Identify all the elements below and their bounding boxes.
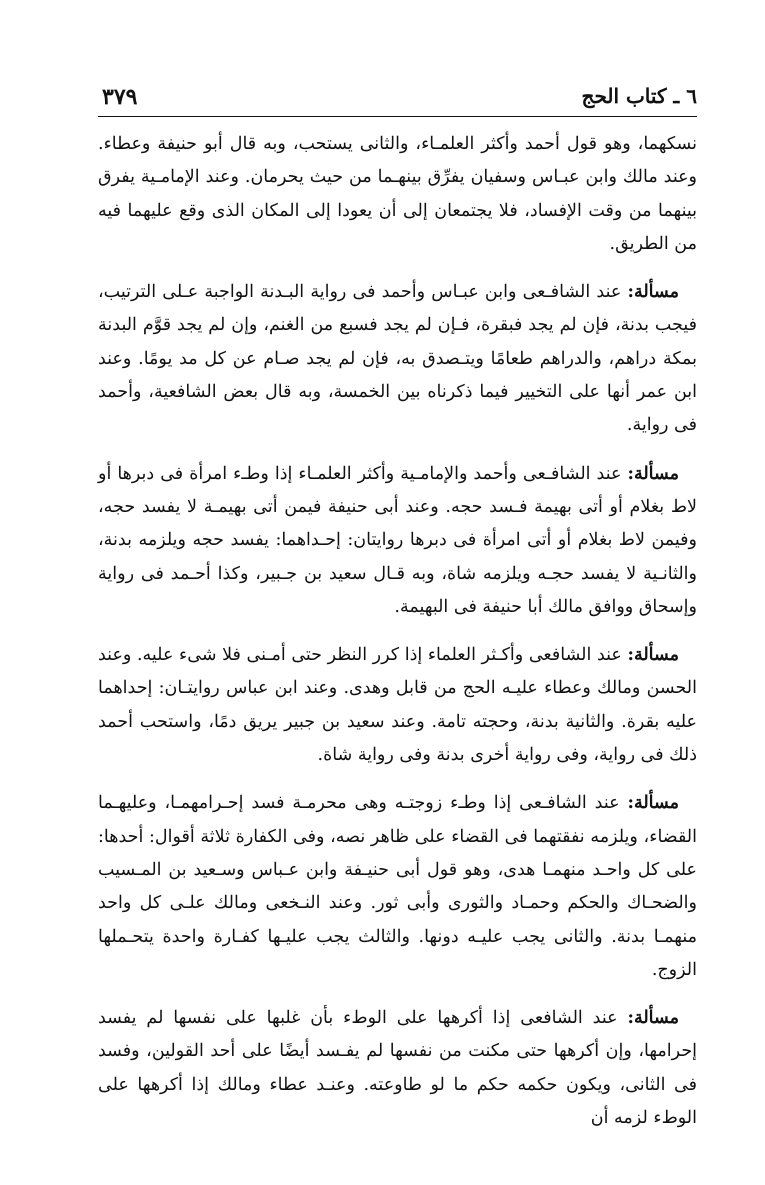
paragraph-text: عند الشافـعى وأحمد والإمامـية وأكثر العلمـاء إذا وطـء امرأة فى دبرها أو لاط بغلام أو أتى بهيمة فـسد حجه. وعند أبى حنيفة فيمن أتى بهيمـة لا يفسد حجه، وفيمن لاط بغلام أو أتى امرأة فى دبرها روايتان: إحـداهما: يفسد حجه ويلزمه بدنة، والثانـية لا يفسد حجـه ويلزمه شاة، وبه قـال سعيد بن جـبير، وكذا أحـمد فى رواية وإسحاق ووافق مالك أبا حنيفة فى البهيمة. (98, 463, 697, 617)
page-header (98, 80, 697, 117)
paragraph-text: عند الشافعى إذا أكرهها على الوطء بأن غلبها على نفسها لم يفسد إحرامها، وإن أكرهها حتى مكنت من نفسها لم يفـسد أيضًا على أحد القولين، وفسد فى الثانى، ويكون حكمه حكم ما لو طاوعته. وعنـد عطاء ومالك إذا أكرهها على الوطء لزمه أن (98, 1008, 697, 1129)
paragraph-masala (98, 458, 697, 624)
paragraph-text: عند الشافـعى إذا وطـء زوجتـه وهى محرمـة فسد إحـرامهمـا، وعليهـما القضاء، ويلزمه نفقتهما فى القضاء على ظاهر نصه، وفى الكفارة ثلاثة أقوال: أحدها: على كل واحـد منهمـا هدى، وهو قول أبى حنيـفة وابن عـباس وسـعيد بن المـسيب والضحـاك والحكم وحمـاد والثورى وأبى ثور. وعند النـخعى ومالك علـى كل واحد منهمـا بدنة. والثانى يجب عليـه دونها. والثالث يجب عليـها كفـارة واحدة يتحـملها الزوج. (98, 793, 697, 980)
paragraph-masala (98, 787, 697, 987)
paragraph-text: نسكهما، وهو قول أحمد وأكثر العلمـاء، والثانى يستحب، وبه قال أبو حنيفة وعطاء. وعند مالك وابن عبـاس وسفيان يفرِّق بينهـما من حيث يحرمان. وعند الإمامـية يفرق بينهما من وقت الإفساد، فلا يجتمعان إلى أن يعودا إلى المكان الذى وقع عليهما فيه من الطريق. (98, 134, 697, 254)
paragraph-masala (98, 639, 697, 772)
paragraph-masala (98, 1002, 697, 1135)
paragraph-masala (98, 276, 697, 442)
page-body (98, 128, 697, 1135)
masala-label: مسألة: (627, 282, 679, 303)
running-title: ٦ ـ كتاب الحج (581, 84, 697, 108)
masala-label: مسألة: (627, 645, 679, 666)
page-number: ٣٧٩ (102, 84, 138, 110)
masala-label: مسألة: (627, 463, 679, 484)
paragraph-continuation (98, 128, 697, 261)
paragraph-text: عند الشافـعى وابن عبـاس وأحمد فى رواية البـدنة الواجبة عـلى الترتيب، فيجب بدنة، فإن لم يجد فبقرة، فـإن لم يجد فسبع من الغنم، وإن لم يجد قوَّم البدنة بمكة دراهم، والدراهم طعامًا ويتـصدق به، فإن لم يجد صـام عن كل مد يومًا. وعند ابن عمر أنها على التخيير فيما ذكرناه بين الخمسة، وبه قال بعض الشافعية، وأحمد فى رواية. (98, 282, 697, 436)
masala-label: مسألة: (627, 793, 679, 814)
masala-label: مسألة: (627, 1008, 679, 1029)
paragraph-text: عند الشافعى وأكـثر العلماء إذا كرر النظر حتى أمـنى فلا شىء عليه. وعند الحسن ومالك وعطاء عليـه الحج من قابل وهدى. وعند ابن عباس روايتـان: إحداهما عليه بقرة. والثانية بدنة، وحجته تامة. وعند سعيد بن جبير يريق دمًا، واستحب أحمد ذلك فى رواية، وفى رواية أخرى بدنة وفى رواية شاة. (98, 645, 697, 766)
